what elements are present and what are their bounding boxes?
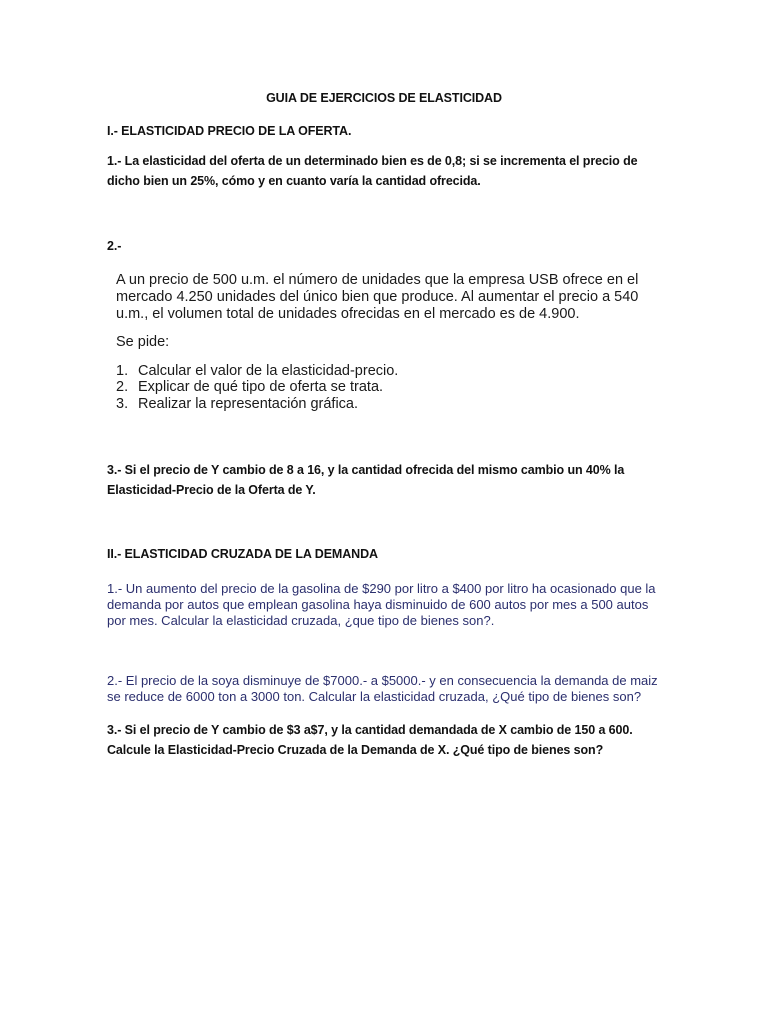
list-item — [116, 363, 398, 380]
exercise-2-2: 2.- El precio de la soya disminuye de $7000.- a $5000.- y en consecuencia la demanda de maiz se reduce de 6000 ton a 3000 ton. Calcular la elasticidad cruzada, ¿Qué tipo de bienes son? — [107, 673, 658, 704]
section-heading-oferta: I.- ELASTICIDAD PRECIO DE LA OFERTA. — [107, 124, 352, 138]
section-heading-cruzada: II.- ELASTICIDAD CRUZADA DE LA DEMANDA — [107, 547, 378, 561]
list-item-number: 3. — [116, 396, 129, 412]
exercise-2-3: 3.- Si el precio de Y cambio de $3 a$7, y la cantidad demandada de X cambio de 150 a 600. Calcule la Elasticidad-Precio Cruzada de la Demanda de X. ¿Qué tipo de bienes son? — [107, 723, 633, 757]
exercise-1-2-se-pide: Se pide: — [116, 334, 170, 350]
exercise-1-3: 3.- Si el precio de Y cambio de 8 a 16, y la cantidad ofrecida del mismo cambio un 40% la Elasticidad-Precio de la Oferta de Y. — [107, 463, 625, 497]
exercise-2-1: 1.- Un aumento del precio de la gasolina de $290 por litro a $400 por litro ha ocasionado que la demanda por autos que emplean gasolina haya disminuido de 600 autos por mes a 500 autos por mes. Calcular la elasticidad cruzada, ¿que tipo de bienes son?. — [107, 581, 656, 628]
list-item — [116, 396, 358, 413]
exercise-1-2-statement: A un precio de 500 u.m. el número de unidades que la empresa USB ofrece en el mercado 4.250 unidades del único bien que produce. Al aumentar el precio a 540 u.m., el volumen total de unidades ofrecidas en el mercado es de 4.900. — [116, 272, 639, 322]
list-item — [116, 379, 383, 396]
list-item-number: 1. — [116, 363, 129, 379]
page-title: GUIA DE EJERCICIOS DE ELASTICIDAD — [266, 91, 502, 105]
list-item-text: Realizar la representación gráfica. — [138, 396, 359, 412]
exercise-1-1: 1.- La elasticidad del oferta de un determinado bien es de 0,8; si se incrementa el precio de dicho bien un 25%, cómo y en cuanto varía la cantidad ofrecida. — [107, 154, 638, 188]
exercise-1-2-label: 2.- — [107, 239, 122, 253]
list-item-text: Explicar de qué tipo de oferta se trata. — [138, 379, 384, 395]
list-item-text: Calcular el valor de la elasticidad-precio. — [138, 363, 399, 379]
list-item-number: 2. — [116, 379, 129, 395]
